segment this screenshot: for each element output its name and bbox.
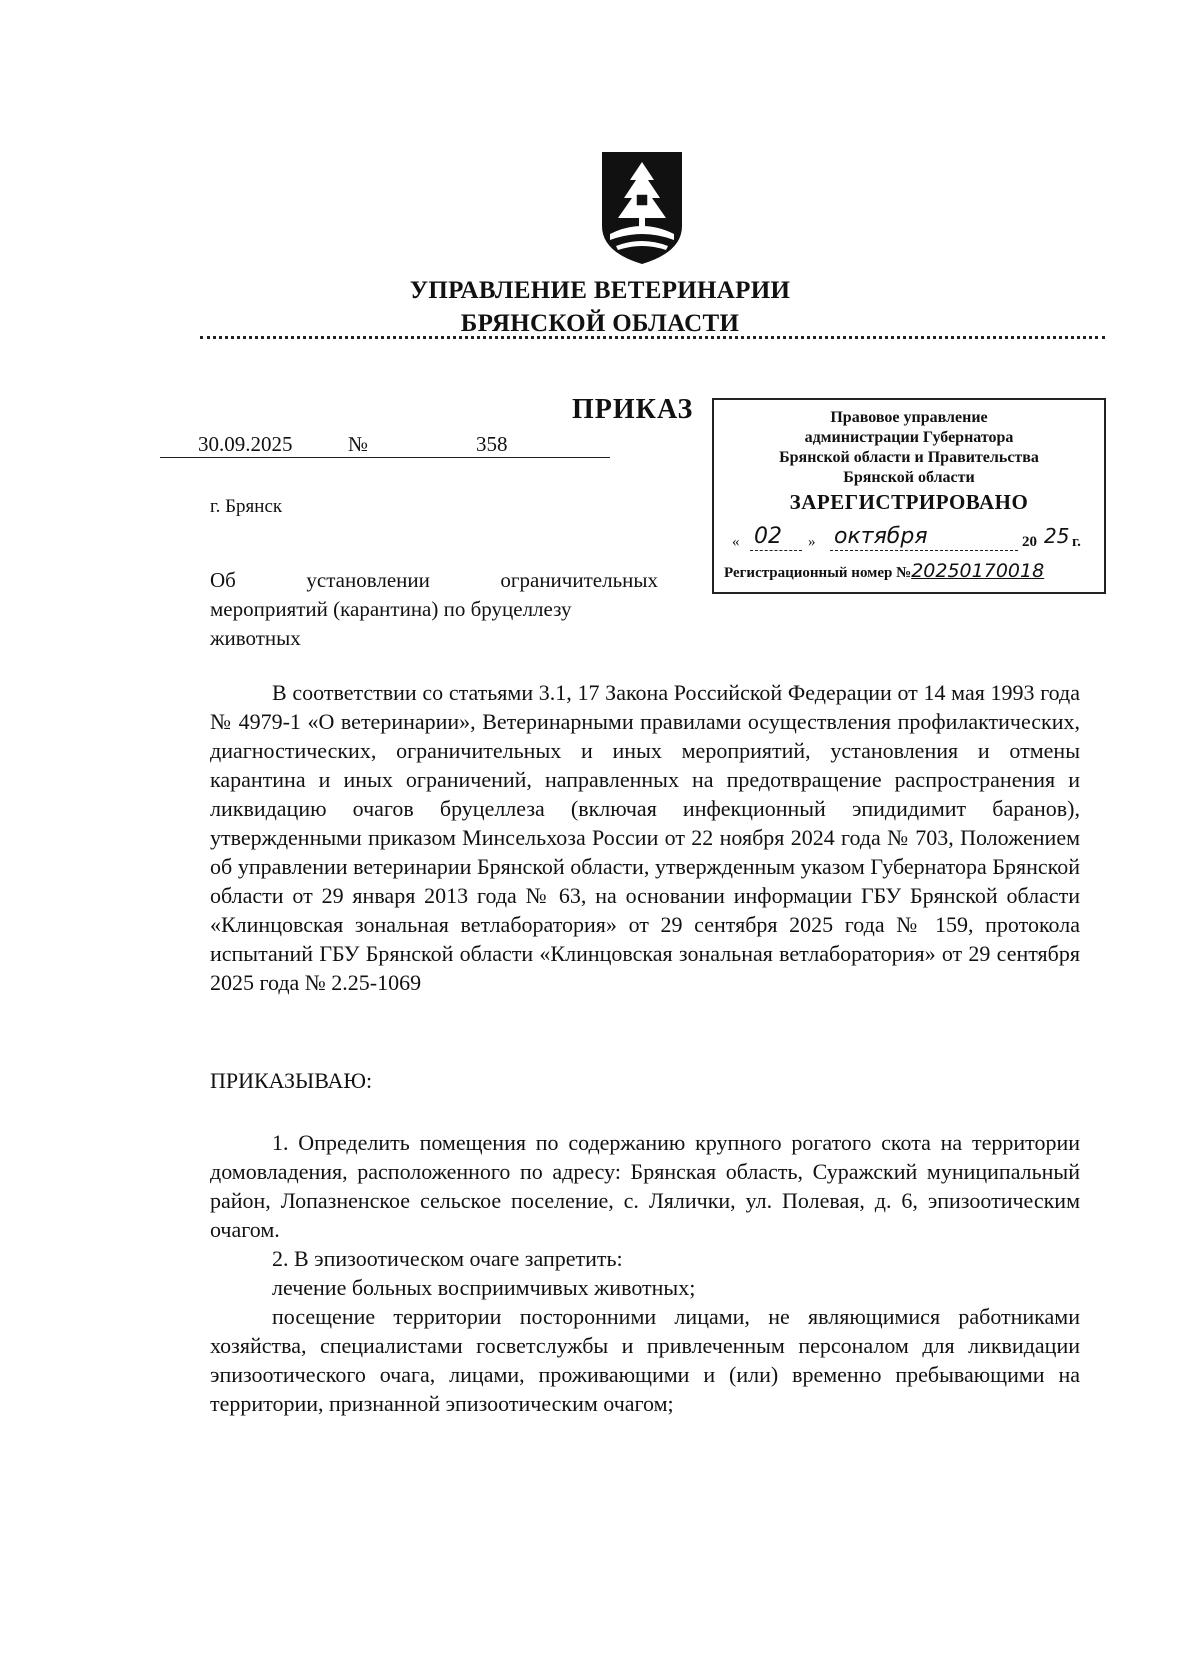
stamp-year-prefix: 20: [1022, 534, 1037, 550]
stamp-year-suffix: 25: [1044, 524, 1070, 548]
stamp-quote-close: »: [808, 534, 816, 550]
order-item-1: 1. Определить помещения по содержанию крупного рогатого скота на территории домовладения, расположенного по адресу: Брянская область, Суражский муниципальный район, Лопазненское сельское поселение, с. Лялички, ул. Полевая, д. 6, эпизоотическим очагом.: [210, 1130, 1080, 1242]
stamp-day-underline: [750, 550, 802, 551]
order-city: г. Брянск: [210, 496, 283, 517]
subject-line-1: Об установлении ограничительных: [210, 568, 658, 592]
order-item-2-b: посещение территории посторонними лицами, не являющимися работниками хозяйства, специалистами госветслужбы и привлеченным персоналом для ликвидации эпизоотического очага, лицами, проживающими и (или) временно пребывающими на территории, признанной эпизоотическим очагом;: [210, 1304, 1080, 1416]
subject-rest: мероприятий (карантина) по бруцеллезу животных: [210, 597, 572, 650]
preamble-paragraph: В соответствии со статьями 3.1, 17 Закона Российской Федерации от 14 мая 1993 года № 4979-1 «О ветеринарии», Ветеринарными правилами осуществления профилактических, диагностических, ограничительных и иных мероприятий, установления и отмены карантина и иных ограничений, направленных на предотвращение распространения и ликвидацию очагов бруцеллеза (включая инфекционный эпидидимит баранов), утвержденными приказом Минсельхоза России от 22 ноября 2024 года № 703, Положением об управлении ветеринарии Брянской области, утвержденным указом Губернатора Брянской области от 29 января 2013 года № 63, на основании информации ГБУ Брянской области «Клинцовская зональная ветлаборатория» от 29 сентября 2025 года № 159, протокола испытаний ГБУ Брянской области «Клинцовская зональная ветлаборатория» от 29 сентября 2025 года № 2.25-1069: [210, 680, 1080, 995]
order-preamble: [210, 678, 1080, 997]
order-number: 358: [476, 432, 508, 456]
coat-of-arms-icon: [596, 148, 688, 268]
order-item-2-a: лечение больных восприимчивых животных;: [272, 1275, 696, 1300]
stamp-org-line-2: администрации Губернатора: [804, 429, 1014, 446]
order-title: ПРИКАЗ: [572, 394, 694, 425]
stamp-quote-open: «: [732, 534, 740, 550]
registration-stamp: [712, 398, 1106, 594]
order-subject: [210, 566, 658, 653]
stamp-org-line-3: Брянской области и Правительства: [779, 449, 1039, 466]
stamp-month: октября: [834, 524, 928, 549]
order-item-2: 2. В эпизоотическом очаге запретить:: [272, 1246, 623, 1271]
org-name-line-2: БРЯНСКОЙ ОБЛАСТИ: [460, 310, 740, 337]
stamp-year-unit: г.: [1072, 534, 1081, 550]
stamp-org: [714, 408, 1104, 488]
header-divider: [200, 336, 1105, 339]
stamp-day: 02: [754, 524, 782, 549]
stamp-org-line-4: Брянской области: [843, 469, 975, 486]
stamp-month-underline: [830, 550, 1018, 551]
stamp-reg-date: [726, 524, 1092, 554]
date-underline: [160, 457, 610, 458]
org-header: [0, 274, 1200, 340]
stamp-reg-number: [724, 560, 1096, 582]
order-items: [210, 1128, 1080, 1418]
org-name-line-1: УПРАВЛЕНИЕ ВЕТЕРИНАРИИ: [409, 277, 791, 304]
order-number-sign: №: [348, 432, 369, 456]
stamp-reg-number-label: Регистрационный номер №: [724, 565, 912, 581]
order-directive: ПРИКАЗЫВАЮ:: [210, 1068, 373, 1093]
stamp-reg-number-value: 20250170018: [911, 560, 1045, 582]
order-date: 30.09.2025: [198, 432, 293, 456]
stamp-org-line-1: Правовое управление: [830, 409, 988, 426]
order-date-number: [160, 432, 610, 464]
stamp-registered: ЗАРЕГИСТРИРОВАНО: [789, 490, 1029, 514]
